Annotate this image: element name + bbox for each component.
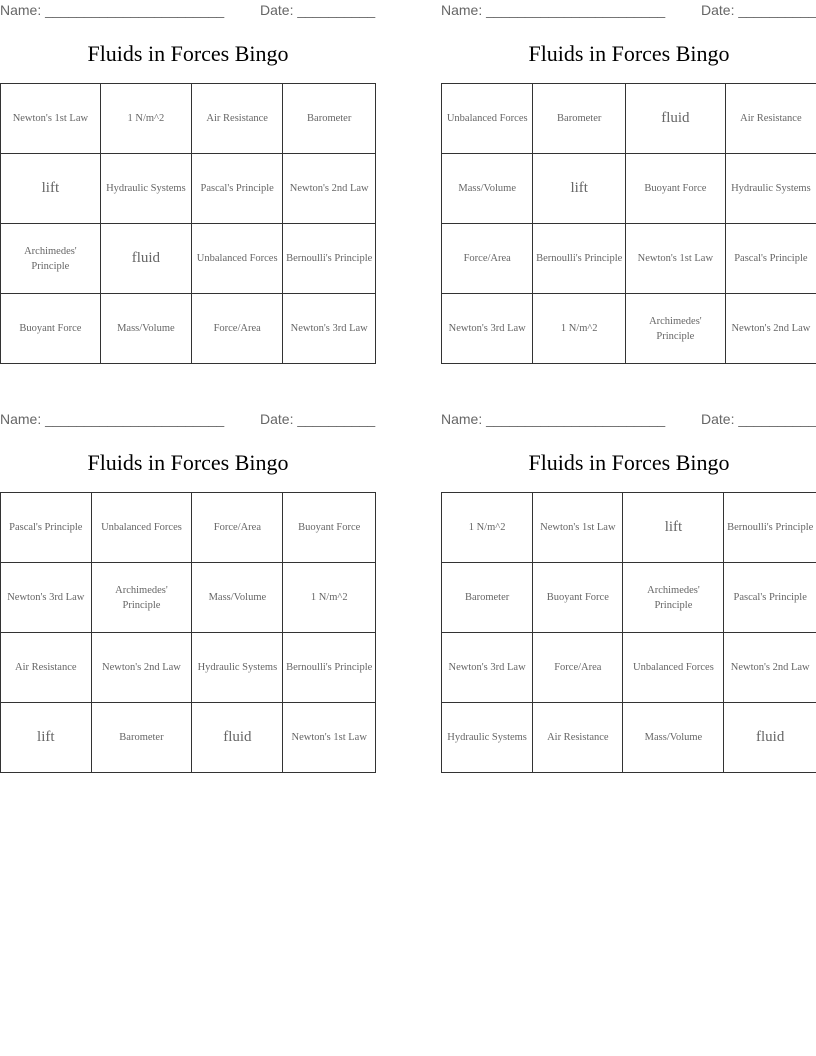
bingo-card-3 [0, 409, 376, 789]
name-field-label: Name: _______________________ [0, 2, 225, 18]
bingo-cell: Pascal's Principle [724, 563, 816, 633]
bingo-cell: Force/Area [192, 493, 283, 563]
card-title: Fluids in Forces Bingo [87, 450, 289, 475]
bingo-grid [441, 492, 816, 773]
bingo-card-4 [441, 409, 816, 789]
card-title: Fluids in Forces Bingo [87, 41, 289, 66]
bingo-cell: Barometer [533, 84, 626, 154]
bingo-card-1 [0, 0, 376, 380]
bingo-cell: lift [1, 703, 92, 773]
bingo-cell: Barometer [442, 563, 533, 633]
bingo-cell: Mass/Volume [623, 703, 724, 773]
grid-row [1, 84, 376, 154]
grid-row [1, 703, 376, 773]
bingo-cell: lift [533, 154, 626, 224]
bingo-grid [0, 83, 376, 364]
bingo-cell: Archimedes' Principle [625, 294, 725, 364]
grid-row [1, 294, 376, 364]
bingo-cell: Pascal's Principle [1, 493, 92, 563]
grid-row [1, 633, 376, 703]
bingo-cell: Air Resistance [533, 703, 623, 773]
bingo-cell: fluid [724, 703, 816, 773]
bingo-cell: Hydraulic Systems [100, 154, 191, 224]
bingo-cell: Newton's 2nd Law [91, 633, 192, 703]
bingo-cell: Air Resistance [725, 84, 816, 154]
bingo-cell: Newton's 1st Law [533, 493, 623, 563]
bingo-cell: Newton's 3rd Law [283, 294, 376, 364]
bingo-cell: fluid [625, 84, 725, 154]
bingo-cell: Buoyant Force [533, 563, 623, 633]
bingo-cell: 1 N/m^2 [100, 84, 191, 154]
bingo-cell: Bernoulli's Principle [283, 224, 376, 294]
bingo-cell: Newton's 2nd Law [725, 294, 816, 364]
grid-row [442, 154, 816, 224]
bingo-cell: Newton's 2nd Law [724, 633, 816, 703]
date-field-label: Date: __________ [701, 2, 816, 18]
name-field-label: Name: _______________________ [441, 2, 666, 18]
bingo-cell: Hydraulic Systems [725, 154, 816, 224]
bingo-cell: Archimedes' Principle [91, 563, 192, 633]
bingo-cell: Newton's 3rd Law [1, 563, 92, 633]
name-field-label: Name: _______________________ [0, 411, 225, 427]
bingo-cell: Hydraulic Systems [442, 703, 533, 773]
bingo-cell: lift [1, 154, 101, 224]
bingo-cell: Force/Area [191, 294, 282, 364]
name-field-label: Name: _______________________ [441, 411, 666, 427]
bingo-cell: fluid [192, 703, 283, 773]
bingo-cell: Mass/Volume [442, 154, 533, 224]
bingo-cell: Bernoulli's Principle [533, 224, 626, 294]
grid-row [1, 493, 376, 563]
bingo-grid [441, 83, 816, 364]
bingo-cell: Newton's 1st Law [283, 703, 376, 773]
bingo-cell: 1 N/m^2 [283, 563, 376, 633]
grid-row [442, 493, 816, 563]
bingo-grid [0, 492, 376, 773]
bingo-cell: Mass/Volume [192, 563, 283, 633]
grid-row [1, 154, 376, 224]
bingo-cell: Hydraulic Systems [192, 633, 283, 703]
bingo-card-2 [441, 0, 816, 380]
bingo-cell: Pascal's Principle [725, 224, 816, 294]
bingo-cell: Buoyant Force [283, 493, 376, 563]
bingo-cell: fluid [100, 224, 191, 294]
date-field-label: Date: __________ [260, 411, 376, 427]
bingo-cell: Unbalanced Forces [442, 84, 533, 154]
grid-row [442, 224, 816, 294]
bingo-cell: Mass/Volume [100, 294, 191, 364]
grid-row [442, 563, 816, 633]
bingo-cell: Bernoulli's Principle [283, 633, 376, 703]
bingo-cell: Unbalanced Forces [191, 224, 282, 294]
grid-row [1, 563, 376, 633]
bingo-cell: Newton's 1st Law [1, 84, 101, 154]
bingo-cell: Newton's 3rd Law [442, 294, 533, 364]
bingo-cell: Unbalanced Forces [91, 493, 192, 563]
bingo-cell: Air Resistance [1, 633, 92, 703]
bingo-cell: Barometer [91, 703, 192, 773]
bingo-cell: Barometer [283, 84, 376, 154]
bingo-cell: Newton's 1st Law [625, 224, 725, 294]
date-field-label: Date: __________ [701, 411, 816, 427]
grid-row [442, 703, 816, 773]
grid-row [442, 294, 816, 364]
card-title: Fluids in Forces Bingo [528, 450, 730, 475]
grid-row [442, 84, 816, 154]
grid-row [442, 633, 816, 703]
bingo-cell: Archimedes' Principle [1, 224, 101, 294]
bingo-cell: Air Resistance [191, 84, 282, 154]
date-field-label: Date: __________ [260, 2, 376, 18]
grid-row [1, 224, 376, 294]
bingo-cell: Pascal's Principle [191, 154, 282, 224]
bingo-cell: 1 N/m^2 [533, 294, 626, 364]
bingo-cell: Bernoulli's Principle [724, 493, 816, 563]
bingo-cell: 1 N/m^2 [442, 493, 533, 563]
bingo-cell: Newton's 2nd Law [283, 154, 376, 224]
bingo-cell: Buoyant Force [625, 154, 725, 224]
bingo-cell: Archimedes' Principle [623, 563, 724, 633]
card-title: Fluids in Forces Bingo [528, 41, 730, 66]
bingo-cell: Force/Area [442, 224, 533, 294]
bingo-cell: lift [623, 493, 724, 563]
bingo-cell: Force/Area [533, 633, 623, 703]
bingo-cell: Buoyant Force [1, 294, 101, 364]
bingo-cell: Unbalanced Forces [623, 633, 724, 703]
bingo-cell: Newton's 3rd Law [442, 633, 533, 703]
